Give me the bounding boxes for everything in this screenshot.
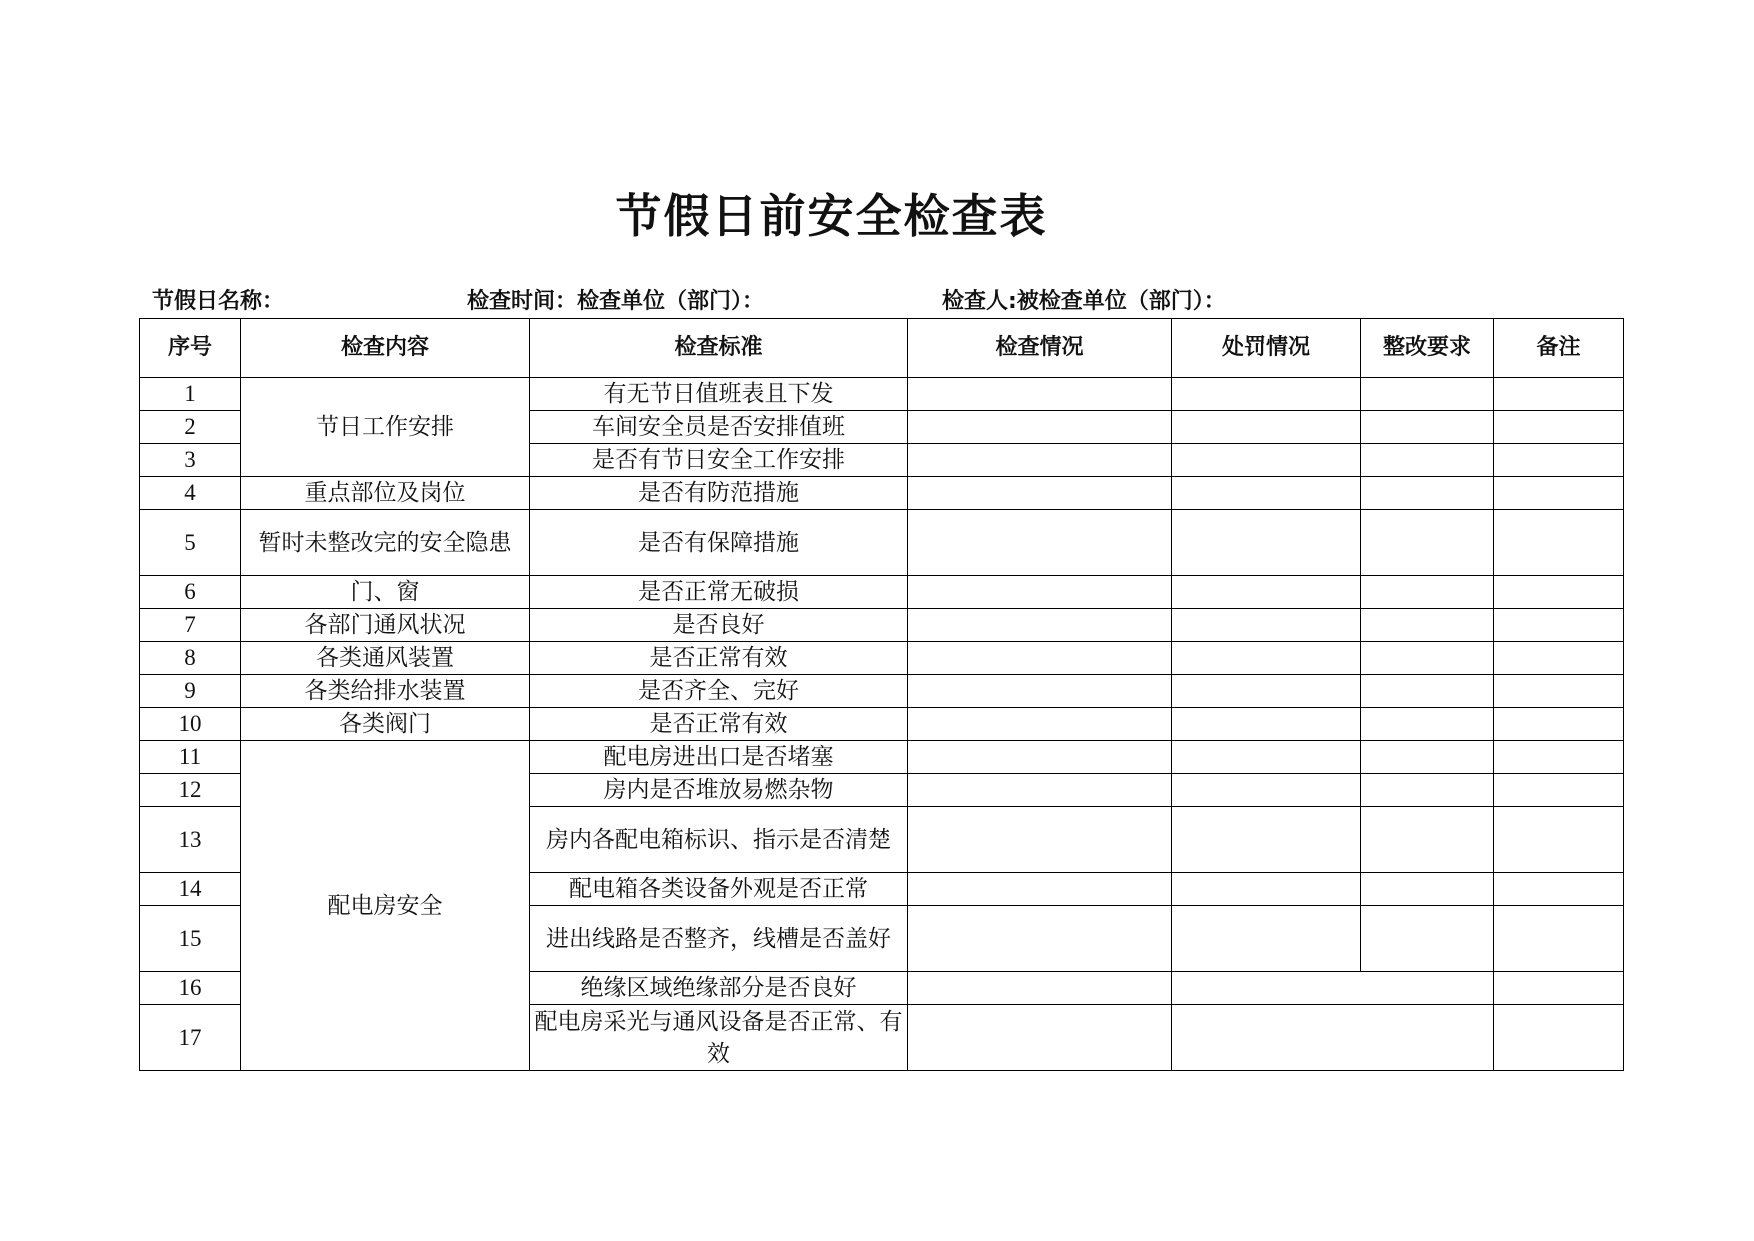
status-cell[interactable] xyxy=(908,378,1172,411)
status-cell[interactable] xyxy=(908,807,1172,873)
status-cell[interactable] xyxy=(908,1005,1172,1071)
penalty-cell[interactable] xyxy=(1172,906,1361,972)
row-standard: 配电房采光与通风设备是否正常、有效 xyxy=(530,1005,908,1071)
row-standard: 配电房进出口是否堵塞 xyxy=(530,741,908,774)
penalty-cell[interactable] xyxy=(1172,609,1361,642)
rectification-cell[interactable] xyxy=(1361,477,1494,510)
status-cell[interactable] xyxy=(908,741,1172,774)
row-standard: 是否有保障措施 xyxy=(530,510,908,576)
remarks-cell[interactable] xyxy=(1494,444,1624,477)
status-cell[interactable] xyxy=(908,873,1172,906)
status-cell[interactable] xyxy=(908,906,1172,972)
remarks-cell[interactable] xyxy=(1494,906,1624,972)
row-standard: 是否正常有效 xyxy=(530,642,908,675)
remarks-cell[interactable] xyxy=(1494,609,1624,642)
rectification-cell[interactable] xyxy=(1361,873,1494,906)
row-no: 15 xyxy=(140,906,241,972)
rectification-cell[interactable] xyxy=(1361,642,1494,675)
table-row xyxy=(140,477,1624,510)
row-standard: 绝缘区域绝缘部分是否良好 xyxy=(530,972,908,1005)
header-no: 序号 xyxy=(140,319,241,378)
remarks-cell[interactable] xyxy=(1494,774,1624,807)
header-penalty: 处罚情况 xyxy=(1172,319,1361,378)
status-cell[interactable] xyxy=(908,972,1172,1005)
check-time-unit-label: 检查时间：检查单位（部门）： xyxy=(467,289,765,314)
rectification-cell[interactable] xyxy=(1361,906,1494,972)
remarks-cell[interactable] xyxy=(1494,1005,1624,1071)
status-cell[interactable] xyxy=(908,675,1172,708)
penalty-rectification-cell[interactable] xyxy=(1172,972,1494,1005)
penalty-cell[interactable] xyxy=(1172,444,1361,477)
row-standard: 是否正常有效 xyxy=(530,708,908,741)
row-no: 17 xyxy=(140,1005,241,1071)
row-no: 4 xyxy=(140,477,241,510)
remarks-cell[interactable] xyxy=(1494,675,1624,708)
row-standard: 是否齐全、完好 xyxy=(530,675,908,708)
row-content: 重点部位及岗位 xyxy=(241,477,530,510)
remarks-cell[interactable] xyxy=(1494,708,1624,741)
status-cell[interactable] xyxy=(908,444,1172,477)
penalty-cell[interactable] xyxy=(1172,411,1361,444)
row-no: 14 xyxy=(140,873,241,906)
remarks-cell[interactable] xyxy=(1494,807,1624,873)
remarks-cell[interactable] xyxy=(1494,741,1624,774)
status-cell[interactable] xyxy=(908,774,1172,807)
row-no: 2 xyxy=(140,411,241,444)
rectification-cell[interactable] xyxy=(1361,774,1494,807)
row-content: 暂时未整改完的安全隐患 xyxy=(241,510,530,576)
penalty-cell[interactable] xyxy=(1172,477,1361,510)
row-content: 各部门通风状况 xyxy=(241,609,530,642)
remarks-cell[interactable] xyxy=(1494,411,1624,444)
table-row xyxy=(140,642,1624,675)
remarks-cell[interactable] xyxy=(1494,972,1624,1005)
row-content: 节日工作安排 xyxy=(241,378,530,477)
row-no: 6 xyxy=(140,576,241,609)
header-row xyxy=(140,319,1624,378)
penalty-rectification-cell[interactable] xyxy=(1172,1005,1494,1071)
table-row xyxy=(140,708,1624,741)
penalty-cell[interactable] xyxy=(1172,873,1361,906)
table-row xyxy=(140,510,1624,576)
penalty-cell[interactable] xyxy=(1172,708,1361,741)
rectification-cell[interactable] xyxy=(1361,378,1494,411)
rectification-cell[interactable] xyxy=(1361,807,1494,873)
penalty-cell[interactable] xyxy=(1172,378,1361,411)
row-no: 13 xyxy=(140,807,241,873)
holiday-name-label: 节假日名称： xyxy=(152,289,285,314)
inspection-table xyxy=(139,318,1624,1071)
rectification-cell[interactable] xyxy=(1361,576,1494,609)
inspector-unit-label: 检查人:被检查单位（部门）： xyxy=(942,289,1226,314)
row-standard: 进出线路是否整齐，线槽是否盖好 xyxy=(530,906,908,972)
remarks-cell[interactable] xyxy=(1494,576,1624,609)
rectification-cell[interactable] xyxy=(1361,609,1494,642)
row-no: 16 xyxy=(140,972,241,1005)
rectification-cell[interactable] xyxy=(1361,708,1494,741)
remarks-cell[interactable] xyxy=(1494,477,1624,510)
remarks-cell[interactable] xyxy=(1494,510,1624,576)
row-no: 1 xyxy=(140,378,241,411)
table-row xyxy=(140,609,1624,642)
table-row xyxy=(140,378,1624,411)
row-no: 8 xyxy=(140,642,241,675)
penalty-cell[interactable] xyxy=(1172,675,1361,708)
row-standard: 是否良好 xyxy=(530,609,908,642)
row-content: 门、窗 xyxy=(241,576,530,609)
penalty-cell[interactable] xyxy=(1172,642,1361,675)
penalty-cell[interactable] xyxy=(1172,510,1361,576)
status-cell[interactable] xyxy=(908,477,1172,510)
status-cell[interactable] xyxy=(908,411,1172,444)
status-cell[interactable] xyxy=(908,510,1172,576)
row-standard: 是否正常无破损 xyxy=(530,576,908,609)
document-title: 节假日前安全检查表 xyxy=(615,189,1048,243)
row-standard: 房内是否堆放易燃杂物 xyxy=(530,774,908,807)
table-row xyxy=(140,576,1624,609)
remarks-cell[interactable] xyxy=(1494,642,1624,675)
row-no: 3 xyxy=(140,444,241,477)
header-content: 检查内容 xyxy=(241,319,530,378)
status-cell[interactable] xyxy=(908,576,1172,609)
row-standard: 是否有节日安全工作安排 xyxy=(530,444,908,477)
status-cell[interactable] xyxy=(908,642,1172,675)
row-standard: 有无节日值班表且下发 xyxy=(530,378,908,411)
penalty-cell[interactable] xyxy=(1172,774,1361,807)
remarks-cell[interactable] xyxy=(1494,873,1624,906)
row-content: 配电房安全 xyxy=(241,741,530,1071)
penalty-cell[interactable] xyxy=(1172,741,1361,774)
row-standard: 配电箱各类设备外观是否正常 xyxy=(530,873,908,906)
row-standard: 是否有防范措施 xyxy=(530,477,908,510)
table-row xyxy=(140,675,1624,708)
penalty-cell[interactable] xyxy=(1172,807,1361,873)
remarks-cell[interactable] xyxy=(1494,378,1624,411)
status-cell[interactable] xyxy=(908,609,1172,642)
rectification-cell[interactable] xyxy=(1361,510,1494,576)
header-standard: 检查标准 xyxy=(530,319,908,378)
row-no: 7 xyxy=(140,609,241,642)
row-content: 各类阀门 xyxy=(241,708,530,741)
row-no: 9 xyxy=(140,675,241,708)
header-rectification: 整改要求 xyxy=(1361,319,1494,378)
row-no: 5 xyxy=(140,510,241,576)
row-standard: 车间安全员是否安排值班 xyxy=(530,411,908,444)
row-content: 各类通风装置 xyxy=(241,642,530,675)
table-row xyxy=(140,741,1624,774)
rectification-cell[interactable] xyxy=(1361,675,1494,708)
row-standard: 房内各配电箱标识、指示是否清楚 xyxy=(530,807,908,873)
row-no: 12 xyxy=(140,774,241,807)
rectification-cell[interactable] xyxy=(1361,444,1494,477)
row-no: 10 xyxy=(140,708,241,741)
rectification-cell[interactable] xyxy=(1361,411,1494,444)
header-status: 检查情况 xyxy=(908,319,1172,378)
row-no: 11 xyxy=(140,741,241,774)
penalty-cell[interactable] xyxy=(1172,576,1361,609)
row-content: 各类给排水装置 xyxy=(241,675,530,708)
header-remarks: 备注 xyxy=(1494,319,1624,378)
rectification-cell[interactable] xyxy=(1361,741,1494,774)
status-cell[interactable] xyxy=(908,708,1172,741)
